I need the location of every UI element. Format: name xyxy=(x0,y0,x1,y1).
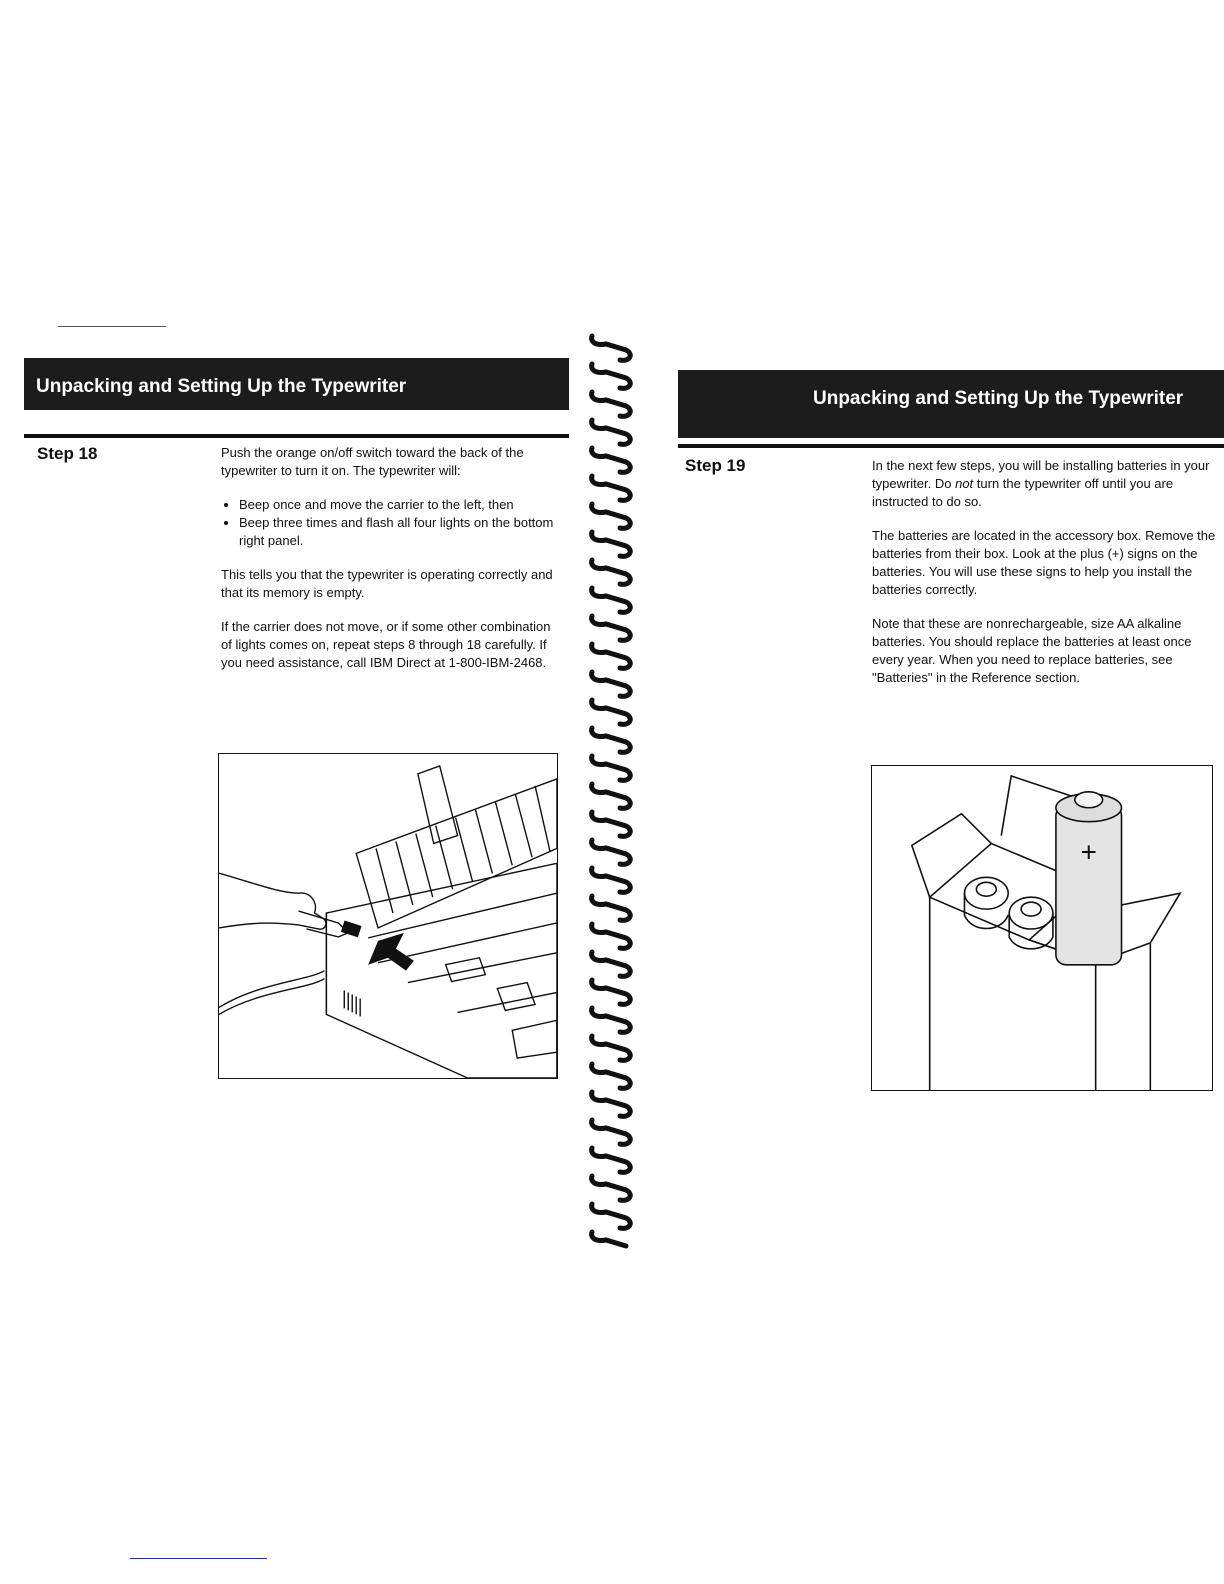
step-paragraph xyxy=(872,457,1217,511)
section-banner: Unpacking and Setting Up the Typewriter xyxy=(678,370,1224,438)
text-run: turn the typewriter off until you are instructed to do so. xyxy=(872,476,1174,509)
bullet-item: • Beep three times and flash all four lights on the bottom right panel. xyxy=(239,514,561,550)
plus-sign: + xyxy=(1080,836,1097,868)
left-page xyxy=(0,0,585,1584)
right-page xyxy=(640,0,1224,1584)
step-label: Step 19 xyxy=(685,456,746,475)
scan-mark xyxy=(130,1558,267,1559)
step-label: Step 18 xyxy=(37,444,98,463)
bullet-item: • Beep once and move the carrier to the left, then xyxy=(239,496,561,514)
battery-illustration xyxy=(871,765,1213,1091)
typewriter-illustration xyxy=(218,753,558,1079)
step-paragraph: This tells you that the typewriter is operating correctly and that its memory is empty. xyxy=(221,567,553,600)
spiral-binding xyxy=(586,328,638,1252)
text-run: In the next few steps, you will be installing batteries in your typewriter. Do xyxy=(872,458,1210,491)
spiral-coils xyxy=(586,328,638,1252)
section-rule xyxy=(24,434,569,438)
step-bullets xyxy=(221,496,561,550)
step-paragraph: The batteries are located in the accessory box. Remove the batteries from their box. Look at the plus (+) signs on the batteries. You will use these signs to help you install the batteries correctly. xyxy=(872,528,1216,597)
step-paragraph: If the carrier does not move, or if some other combination of lights comes on, repeat steps 8 through 18 carefully. If you need assistance, call IBM Direct at 1-800-IBM-2468. xyxy=(221,619,551,670)
step-body xyxy=(872,457,1217,703)
step-intro: Push the orange on/off switch toward the back of the typewriter to turn it on. The typewriter will: xyxy=(221,445,524,478)
step-body xyxy=(221,444,561,688)
step-paragraph: Note that these are nonrechargeable, size AA alkaline batteries. You should replace the batteries at least once every year. When you need to replace batteries, see "Batteries" in the Reference section. xyxy=(872,616,1192,685)
section-rule xyxy=(678,444,1224,448)
typewriter-drawing xyxy=(219,754,557,1078)
battery-box-drawing xyxy=(872,766,1212,1090)
emphasis: not xyxy=(955,476,974,491)
section-banner: Unpacking and Setting Up the Typewriter xyxy=(24,358,569,410)
